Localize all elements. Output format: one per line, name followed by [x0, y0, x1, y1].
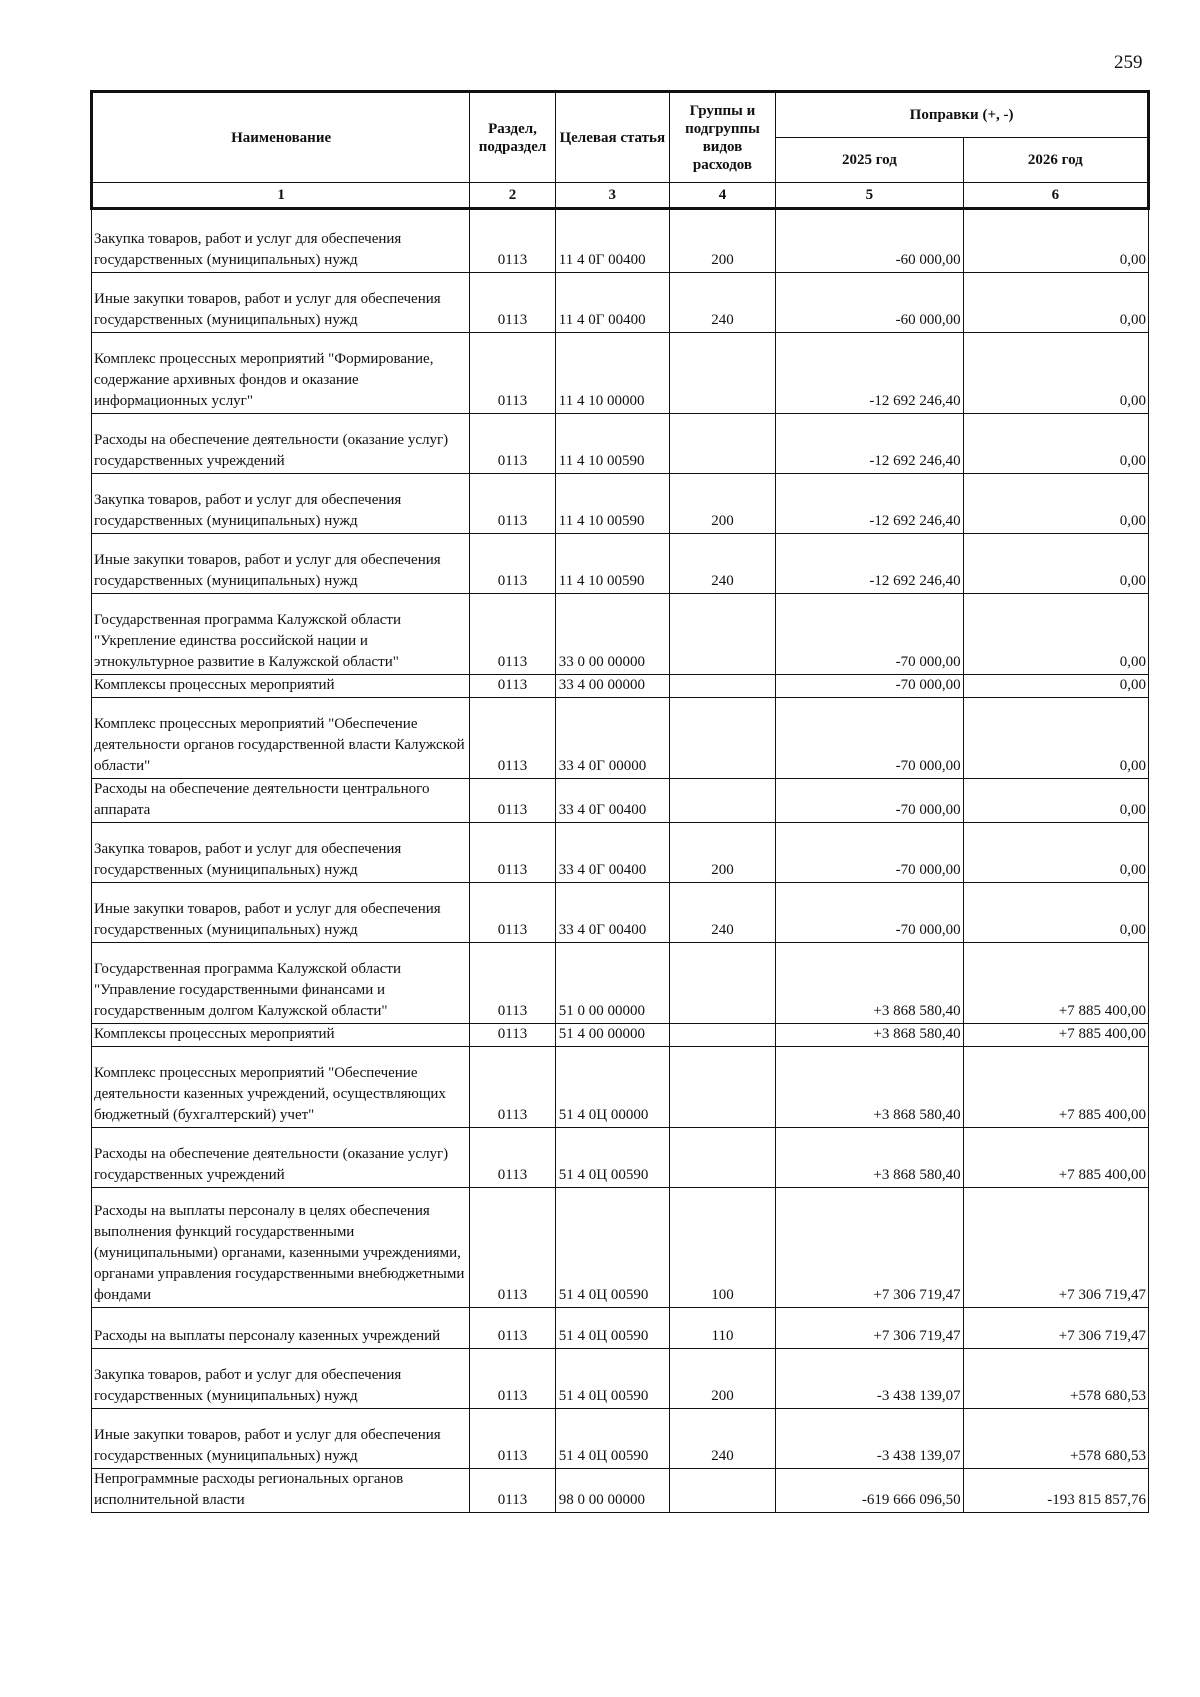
row-article-cell: 51 4 0Ц 00590 [555, 1308, 669, 1349]
row-name-cell: Расходы на выплаты персоналу казенных учреждений [92, 1308, 470, 1349]
table-row [92, 333, 1149, 414]
row-amount-2025-cell: -70 000,00 [776, 823, 963, 883]
table-row [92, 594, 1149, 675]
row-amount-2026-cell: +578 680,53 [963, 1409, 1148, 1469]
row-section-cell: 0113 [470, 534, 556, 594]
row-amount-2025-cell: -70 000,00 [776, 675, 963, 698]
row-amount-2026-cell: 0,00 [963, 698, 1148, 779]
row-group-cell: 200 [669, 209, 775, 273]
row-amount-2025-cell: +3 868 580,40 [776, 1024, 963, 1047]
row-group-cell [669, 943, 775, 1024]
row-amount-2026-cell: 0,00 [963, 474, 1148, 534]
row-amount-2026-cell: 0,00 [963, 594, 1148, 675]
row-group-cell: 240 [669, 1409, 775, 1469]
row-group-cell: 100 [669, 1188, 775, 1308]
header-groups: Группы и подгруппы видов расходов [669, 92, 775, 183]
table-row [92, 823, 1149, 883]
table-body [92, 209, 1149, 1513]
header-year-2025: 2025 год [776, 138, 963, 183]
row-section-cell: 0113 [470, 594, 556, 675]
row-section-cell: 0113 [470, 273, 556, 333]
table-row [92, 534, 1149, 594]
row-section-cell: 0113 [470, 779, 556, 823]
row-name-cell: Комплекс процессных мероприятий "Обеспечение деятельности органов государственной власти Калужской области" [92, 698, 470, 779]
row-amount-2026-cell: +7 306 719,47 [963, 1188, 1148, 1308]
row-name-cell: Непрограммные расходы региональных органов исполнительной власти [92, 1469, 470, 1513]
column-number: 5 [776, 183, 963, 209]
page-number: 259 [1114, 52, 1143, 73]
row-name-cell: Иные закупки товаров, работ и услуг для обеспечения государственных (муниципальных) нужд [92, 534, 470, 594]
table-row [92, 1308, 1149, 1349]
row-article-cell: 51 4 0Ц 00000 [555, 1047, 669, 1128]
row-name-cell: Расходы на выплаты персоналу в целях обеспечения выполнения функций государственными (муниципальными) органами, казенными учреждениями, органами управления государственными внебюджетными фондами [92, 1188, 470, 1308]
row-article-cell: 33 4 0Г 00400 [555, 823, 669, 883]
row-section-cell: 0113 [470, 1188, 556, 1308]
row-article-cell: 11 4 10 00590 [555, 534, 669, 594]
row-section-cell: 0113 [470, 823, 556, 883]
row-article-cell: 51 4 0Ц 00590 [555, 1409, 669, 1469]
column-number: 6 [963, 183, 1148, 209]
row-section-cell: 0113 [470, 333, 556, 414]
row-amount-2025-cell: -70 000,00 [776, 883, 963, 943]
row-article-cell: 33 4 0Г 00400 [555, 779, 669, 823]
row-article-cell: 51 0 00 00000 [555, 943, 669, 1024]
row-amount-2025-cell: -60 000,00 [776, 273, 963, 333]
row-name-cell: Государственная программа Калужской области "Управление государственными финансами и государственным долгом Калужской области" [92, 943, 470, 1024]
row-group-cell: 240 [669, 273, 775, 333]
table-row [92, 1047, 1149, 1128]
header-section: Раздел, подраздел [470, 92, 556, 183]
row-name-cell: Расходы на обеспечение деятельности (оказание услуг) государственных учреждений [92, 1128, 470, 1188]
row-section-cell: 0113 [470, 675, 556, 698]
row-group-cell: 240 [669, 883, 775, 943]
table-row [92, 779, 1149, 823]
header-article: Целевая статья [555, 92, 669, 183]
row-name-cell: Иные закупки товаров, работ и услуг для обеспечения государственных (муниципальных) нужд [92, 273, 470, 333]
table-row [92, 1469, 1149, 1513]
row-article-cell: 51 4 0Ц 00590 [555, 1128, 669, 1188]
table-row [92, 883, 1149, 943]
row-name-cell: Комплекс процессных мероприятий "Обеспечение деятельности казенных учреждений, осуществляющих бюджетный (бухгалтерский) учет" [92, 1047, 470, 1128]
row-group-cell [669, 779, 775, 823]
row-amount-2026-cell: +7 306 719,47 [963, 1308, 1148, 1349]
row-group-cell [669, 675, 775, 698]
row-name-cell: Закупка товаров, работ и услуг для обеспечения государственных (муниципальных) нужд [92, 474, 470, 534]
row-amount-2025-cell: -12 692 246,40 [776, 474, 963, 534]
header-year-2026: 2026 год [963, 138, 1148, 183]
row-group-cell [669, 594, 775, 675]
table-row [92, 1409, 1149, 1469]
row-amount-2026-cell: 0,00 [963, 675, 1148, 698]
row-section-cell: 0113 [470, 943, 556, 1024]
row-amount-2026-cell: 0,00 [963, 883, 1148, 943]
row-group-cell: 110 [669, 1308, 775, 1349]
row-article-cell: 11 4 10 00590 [555, 414, 669, 474]
row-amount-2026-cell: 0,00 [963, 823, 1148, 883]
row-amount-2025-cell: -3 438 139,07 [776, 1409, 963, 1469]
table-row [92, 474, 1149, 534]
row-group-cell [669, 698, 775, 779]
row-article-cell: 33 4 00 00000 [555, 675, 669, 698]
row-section-cell: 0113 [470, 1409, 556, 1469]
row-name-cell: Комплексы процессных мероприятий [92, 675, 470, 698]
row-group-cell: 200 [669, 823, 775, 883]
row-name-cell: Комплекс процессных мероприятий "Формирование, содержание архивных фондов и оказание информационных услуг" [92, 333, 470, 414]
row-amount-2026-cell: +7 885 400,00 [963, 943, 1148, 1024]
row-amount-2025-cell: -70 000,00 [776, 594, 963, 675]
row-group-cell [669, 1128, 775, 1188]
row-name-cell: Закупка товаров, работ и услуг для обеспечения государственных (муниципальных) нужд [92, 1349, 470, 1409]
column-numbers-row [92, 183, 1149, 209]
row-name-cell: Иные закупки товаров, работ и услуг для обеспечения государственных (муниципальных) нужд [92, 883, 470, 943]
row-amount-2026-cell: 0,00 [963, 273, 1148, 333]
row-amount-2026-cell: 0,00 [963, 534, 1148, 594]
table-row [92, 943, 1149, 1024]
row-amount-2025-cell: +7 306 719,47 [776, 1188, 963, 1308]
row-group-cell [669, 1024, 775, 1047]
row-name-cell: Государственная программа Калужской области "Укрепление единства российской нации и этнокультурное развитие в Калужской области" [92, 594, 470, 675]
row-amount-2026-cell: 0,00 [963, 779, 1148, 823]
row-section-cell: 0113 [470, 1308, 556, 1349]
table-row [92, 698, 1149, 779]
row-amount-2025-cell: -12 692 246,40 [776, 414, 963, 474]
row-amount-2025-cell: -3 438 139,07 [776, 1349, 963, 1409]
row-article-cell: 33 4 0Г 00400 [555, 883, 669, 943]
header-name: Наименование [92, 92, 470, 183]
row-name-cell: Комплексы процессных мероприятий [92, 1024, 470, 1047]
row-section-cell: 0113 [470, 474, 556, 534]
row-section-cell: 0113 [470, 209, 556, 273]
row-amount-2025-cell: -12 692 246,40 [776, 534, 963, 594]
column-number: 4 [669, 183, 775, 209]
row-amount-2025-cell: +3 868 580,40 [776, 1047, 963, 1128]
table-row [92, 1188, 1149, 1308]
row-name-cell: Расходы на обеспечение деятельности (оказание услуг) государственных учреждений [92, 414, 470, 474]
row-amount-2026-cell: 0,00 [963, 414, 1148, 474]
row-article-cell: 33 0 00 00000 [555, 594, 669, 675]
table-header [92, 92, 1149, 209]
table-row [92, 1128, 1149, 1188]
row-amount-2026-cell: +7 885 400,00 [963, 1047, 1148, 1128]
row-section-cell: 0113 [470, 1047, 556, 1128]
row-group-cell [669, 1469, 775, 1513]
row-name-cell: Иные закупки товаров, работ и услуг для обеспечения государственных (муниципальных) нужд [92, 1409, 470, 1469]
row-group-cell: 240 [669, 534, 775, 594]
row-group-cell: 200 [669, 1349, 775, 1409]
row-amount-2025-cell: +3 868 580,40 [776, 943, 963, 1024]
row-section-cell: 0113 [470, 1349, 556, 1409]
row-article-cell: 11 4 0Г 00400 [555, 273, 669, 333]
column-number: 1 [92, 183, 470, 209]
column-number: 3 [555, 183, 669, 209]
row-name-cell: Закупка товаров, работ и услуг для обеспечения государственных (муниципальных) нужд [92, 209, 470, 273]
row-article-cell: 51 4 0Ц 00590 [555, 1188, 669, 1308]
row-section-cell: 0113 [470, 414, 556, 474]
table-row [92, 209, 1149, 273]
row-group-cell [669, 333, 775, 414]
table-row [92, 675, 1149, 698]
row-article-cell: 51 4 00 00000 [555, 1024, 669, 1047]
row-article-cell: 51 4 0Ц 00590 [555, 1349, 669, 1409]
column-number: 2 [470, 183, 556, 209]
row-amount-2025-cell: -60 000,00 [776, 209, 963, 273]
table-row [92, 273, 1149, 333]
table-row [92, 1349, 1149, 1409]
row-article-cell: 98 0 00 00000 [555, 1469, 669, 1513]
row-amount-2025-cell: +3 868 580,40 [776, 1128, 963, 1188]
row-name-cell: Закупка товаров, работ и услуг для обеспечения государственных (муниципальных) нужд [92, 823, 470, 883]
row-amount-2025-cell: -70 000,00 [776, 779, 963, 823]
row-amount-2026-cell: +7 885 400,00 [963, 1024, 1148, 1047]
row-amount-2026-cell: -193 815 857,76 [963, 1469, 1148, 1513]
row-section-cell: 0113 [470, 1128, 556, 1188]
row-group-cell: 200 [669, 474, 775, 534]
table-row [92, 414, 1149, 474]
row-amount-2025-cell: -12 692 246,40 [776, 333, 963, 414]
budget-amendments-table [90, 90, 1150, 1513]
row-section-cell: 0113 [470, 698, 556, 779]
row-section-cell: 0113 [470, 1024, 556, 1047]
row-amount-2025-cell: -619 666 096,50 [776, 1469, 963, 1513]
row-group-cell [669, 1047, 775, 1128]
header-amendments: Поправки (+, -) [776, 92, 1149, 138]
row-article-cell: 33 4 0Г 00000 [555, 698, 669, 779]
row-amount-2026-cell: +7 885 400,00 [963, 1128, 1148, 1188]
row-amount-2026-cell: 0,00 [963, 209, 1148, 273]
row-amount-2026-cell: 0,00 [963, 333, 1148, 414]
row-section-cell: 0113 [470, 883, 556, 943]
row-section-cell: 0113 [470, 1469, 556, 1513]
row-amount-2025-cell: +7 306 719,47 [776, 1308, 963, 1349]
row-amount-2025-cell: -70 000,00 [776, 698, 963, 779]
row-article-cell: 11 4 10 00000 [555, 333, 669, 414]
row-group-cell [669, 414, 775, 474]
table-row [92, 1024, 1149, 1047]
row-amount-2026-cell: +578 680,53 [963, 1349, 1148, 1409]
row-article-cell: 11 4 10 00590 [555, 474, 669, 534]
row-name-cell: Расходы на обеспечение деятельности центрального аппарата [92, 779, 470, 823]
row-article-cell: 11 4 0Г 00400 [555, 209, 669, 273]
